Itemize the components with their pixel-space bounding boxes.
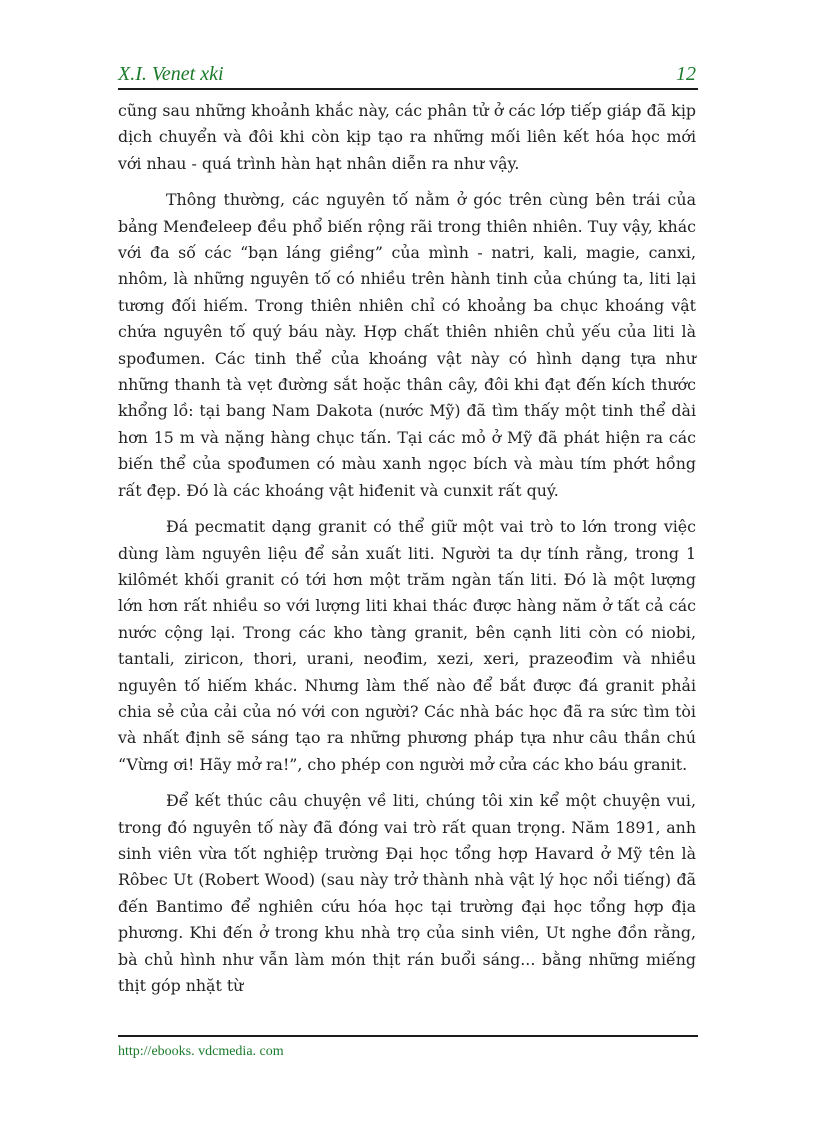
paragraph-3: Đá pecmatit dạng granit có thể giữ một vai trò to lớn trong việc dùng làm nguyên liệu để sản xuất liti. Người ta dự tính rằng, trong 1 kilômét khối granit có tới hơn một trăm ngàn tấn liti. Đó là một lượng lớn hơn rất nhiều so với lượng liti khai thác được hàng năm ở tất cả các nước cộng lại. Trong các kho tàng granit, bên cạnh liti còn có niobi, tantali, ziricon, thori, urani, neođim, xezi, xeri, prazeođim và nhiều nguyên tố hiếm khác. Nhưng làm thế nào để bắt được đá granit phải chia sẻ của cải của nó với con người? Các nhà bác học đã ra sức tìm tòi và nhất định sẽ sáng tạo ra những phương pháp tựa như câu thần chú “Vừng ơi! Hãy mở ra!”, cho phép con người mở cửa các kho báu granit. <box>118 517 696 774</box>
paragraph-4: Để kết thúc câu chuyện về liti, chúng tôi xin kể một chuyện vui, trong đó nguyên tố này đã đóng vai trò rất quan trọng. Năm 1891, anh sinh viên vừa tốt nghiệp trường Đại học tổng hợp Havard ở Mỹ tên là Rôbec Ut (Robert Wood) (sau này trở thành nhà vật lý học nổi tiếng) đã đến Bantimo để nghiên cứu hóa học tại trường đại học tổng hợp địa phương. Khi đến ở trong khu nhà trọ của sinh viên, Ut nghe đồn rằng, bà chủ hình như vẫn làm món thịt rán buổi sáng... bằng những miếng thịt góp nhặt từ <box>118 791 696 995</box>
page-number: 12 <box>676 63 696 85</box>
paragraph-1: cũng sau những khoảnh khắc này, các phân tử ở các lớp tiếp giáp đã kịp dịch chuyển và đôi khi còn kịp tạo ra những mối liên kết hóa học mới với nhau - quá trình hàn hạt nhân diễn ra như vậy. <box>118 101 696 173</box>
page-header <box>118 62 698 86</box>
footer-link[interactable]: http://ebooks. vdcmedia. com <box>118 1044 284 1059</box>
paragraph-2: Thông thường, các nguyên tố nằm ở góc trên cùng bên trái của bảng Menđeleep đều phổ biến rộng rãi trong thiên nhiên. Tuy vậy, khác với đa số các “bạn láng giềng” của mình - natri, kali, magie, canxi, nhôm, là những nguyên tố có nhiều trên hành tinh của chúng ta, liti lại tương đối hiếm. Trong thiên nhiên chỉ có khoảng ba chục khoáng vật chứa nguyên tố quý báu này. Hợp chất thiên nhiên chủ yếu của liti là spođumen. Các tinh thể của khoáng vật này có hình dạng tựa như những thanh tà vẹt đường sắt hoặc thân cây, đôi khi đạt đến kích thước khổng lồ: tại bang Nam Dakota (nước Mỹ) đã tìm thấy một tinh thể dài hơn 15 m và nặng hàng chục tấn. Tại các mỏ ở Mỹ đã phát hiện ra các biến thể của spođumen có màu xanh ngọc bích và màu tím phớt hồng rất đẹp. Đó là các khoáng vật hiđenit và cunxit rất quý. <box>118 190 696 500</box>
page-body <box>118 98 696 1009</box>
footer-divider <box>118 1035 698 1037</box>
header-divider <box>118 88 698 90</box>
author-name: X.I. Venet xki <box>118 63 224 85</box>
